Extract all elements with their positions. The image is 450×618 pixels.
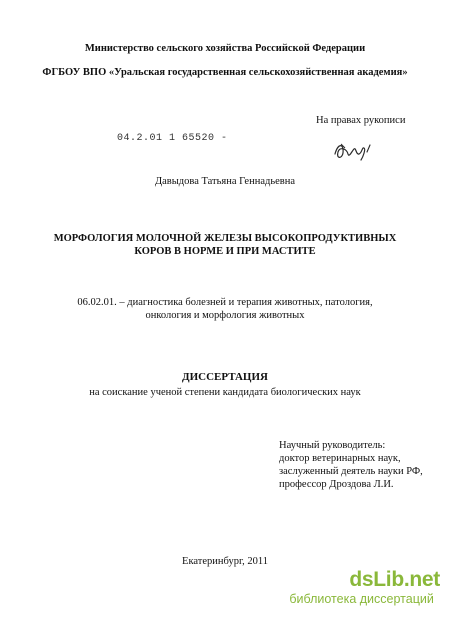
document-type: ДИССЕРТАЦИЯ: [182, 371, 268, 383]
watermark-caption: библиотека диссертаций: [289, 592, 434, 606]
specialty-line-2: онкология и морфология животных: [145, 310, 305, 321]
watermark-logo: dsLib.net: [349, 568, 440, 591]
dissertation-title-line-2: КОРОВ В НОРМЕ И ПРИ МАСТИТЕ: [134, 246, 316, 257]
university-name: ФГБОУ ВПО «Уральская государственная сельскохозяйственная академия»: [42, 67, 408, 78]
manuscript-rights-note: На правах рукописи: [316, 115, 406, 126]
archive-number-stamp: 04.2.01 1 65520 -: [117, 133, 228, 144]
dslib-watermark: [289, 568, 440, 607]
supervisor-degree: доктор ветеринарных наук,: [279, 453, 401, 464]
supervisor-name: профессор Дроздова Л.И.: [279, 479, 394, 490]
handwritten-signature: [332, 139, 376, 163]
ministry-name: Министерство сельского хозяйства Российской Федерации: [84, 43, 366, 54]
city-year: Екатеринбург, 2011: [182, 556, 268, 567]
supervisor-honor: заслуженный деятель науки РФ,: [279, 466, 423, 477]
specialty-line-1: 06.02.01. – диагностика болезней и терапия животных, патология,: [77, 297, 373, 308]
supervisor-label: Научный руководитель:: [279, 440, 386, 451]
dissertation-title-line-1: МОРФОЛОГИЯ МОЛОЧНОЙ ЖЕЛЕЗЫ ВЫСОКОПРОДУКТИВНЫХ: [53, 233, 397, 244]
degree-description: на соискание ученой степени кандидата биологических наук: [89, 387, 361, 398]
author-name: Давыдова Татьяна Геннадьевна: [154, 176, 296, 187]
